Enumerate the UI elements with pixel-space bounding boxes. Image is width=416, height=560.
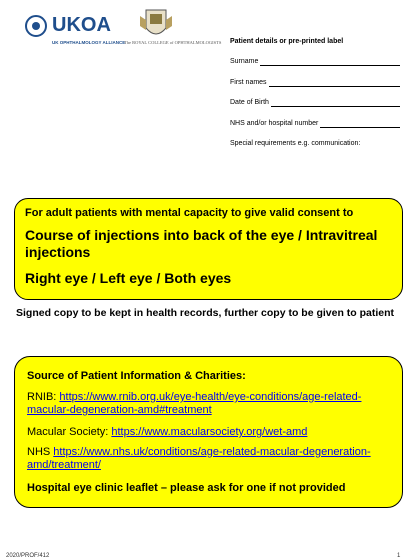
macular-society-label: Macular Society: <box>27 426 112 438</box>
leaflet-note: Hospital eye clinic leaflet – please ask for one if not provided <box>27 482 346 494</box>
information-box <box>14 356 403 508</box>
patient-details-title: Patient details or pre-printed label <box>230 38 344 45</box>
ukoa-name: UKOA <box>52 14 111 36</box>
nhs-number-label: NHS and/or hospital number <box>230 119 319 127</box>
eye-selection: Right eye / Left eye / Both eyes <box>25 270 232 286</box>
nhs-item <box>27 446 397 472</box>
information-heading: Source of Patient Information & Charities: <box>27 370 246 382</box>
macular-society-item <box>27 426 397 439</box>
macular-society-link[interactable]: https://www.macularsociety.org/wet-amd <box>111 426 308 438</box>
rnib-label: RNIB: <box>27 391 60 403</box>
special-requirements-field[interactable] <box>230 139 400 148</box>
surname-label: Surname <box>230 58 259 65</box>
first-names-label: First names <box>230 78 267 86</box>
consent-box <box>14 198 403 300</box>
page-number: 1 <box>397 553 401 559</box>
nhs-link[interactable]: https://www.nhs.uk/conditions/age-related-macular-degeneration-amd/treatment/ <box>27 446 371 471</box>
rnib-item <box>27 391 397 417</box>
patient-details <box>230 38 400 160</box>
first-names-field[interactable] <box>230 78 400 87</box>
rnib-link[interactable]: https://www.rnib.org.uk/eye-health/eye-conditions/age-related-macular-degeneration-amd#treatment <box>27 391 362 416</box>
procedure-title: Course of injections into back of the eye / Intravitreal injections <box>25 227 378 260</box>
dob-label: Date of Birth <box>230 99 269 106</box>
special-requirements-label: Special requirements e.g. communication: <box>230 140 361 147</box>
first-names-line[interactable] <box>269 79 400 87</box>
dob-field[interactable] <box>230 98 400 107</box>
surname-line[interactable] <box>260 58 400 66</box>
rco-name: The ROYAL COLLEGE of OPHTHALMOLOGISTS <box>124 40 222 45</box>
consent-intro: For adult patients with mental capacity to give valid consent to <box>25 207 354 219</box>
surname-field[interactable] <box>230 57 400 66</box>
header-logos <box>22 6 222 54</box>
nhs-number-field[interactable] <box>230 119 400 128</box>
ukoa-emblem-icon <box>22 12 50 40</box>
ukoa-logo <box>22 14 126 50</box>
footer-code: 2020/PROF/412 <box>6 553 50 559</box>
dob-line[interactable] <box>271 99 400 107</box>
nhs-number-line[interactable] <box>320 120 400 128</box>
nhs-label: NHS <box>27 446 54 458</box>
ukoa-subtitle: UK OPHTHALMOLOGY ALLIANCE <box>52 40 126 45</box>
signed-copy-note: Signed copy to be kept in health records, further copy to be given to patient <box>16 307 395 319</box>
